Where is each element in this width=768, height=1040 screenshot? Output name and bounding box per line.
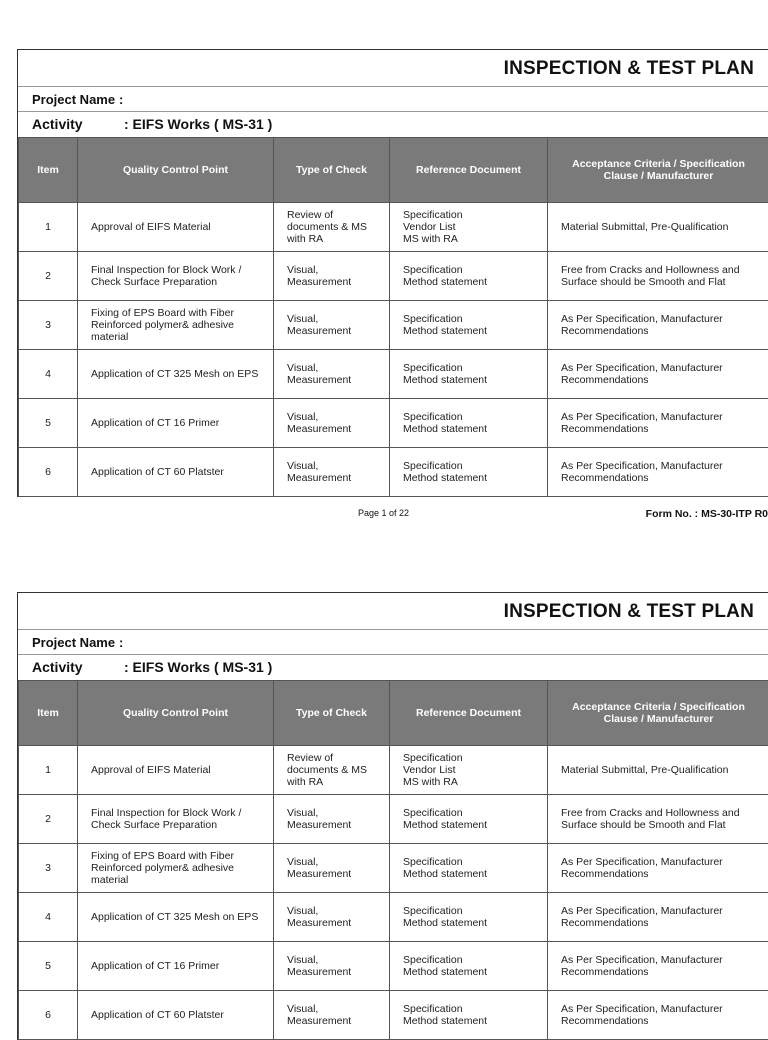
cell-quality-control-point: Final Inspection for Block Work / Check Surface Preparation <box>78 252 274 301</box>
cell-reference-document: Specification Method statement <box>390 795 548 844</box>
cell-reference-document: Specification Method statement <box>390 350 548 399</box>
title-row <box>18 50 768 87</box>
cell-quality-control-point: Application of CT 325 Mesh on EPS <box>78 350 274 399</box>
project-label: Project Name <box>32 635 115 650</box>
cell-type-of-check: Visual, Measurement <box>274 448 390 497</box>
activity-row <box>18 112 768 137</box>
cell-type-of-check: Visual, Measurement <box>274 942 390 991</box>
table-row <box>19 350 768 399</box>
cell-type-of-check: Visual, Measurement <box>274 795 390 844</box>
table-body <box>19 746 768 1040</box>
cell-reference-document: Specification Method statement <box>390 991 548 1040</box>
itp-page-1 <box>17 49 768 527</box>
cell-reference-document: Specification Method statement <box>390 448 548 497</box>
cell-acceptance-criteria: As Per Specification, Manufacturer Recommendations <box>548 991 768 1040</box>
table-row <box>19 991 768 1040</box>
page-title: INSPECTION & TEST PLAN <box>504 58 754 80</box>
cell-item: 4 <box>19 893 78 942</box>
cell-acceptance-criteria: As Per Specification, Manufacturer Recommendations <box>548 893 768 942</box>
cell-quality-control-point: Approval of EIFS Material <box>78 746 274 795</box>
itp-table <box>18 137 768 497</box>
project-colon: : <box>119 92 123 107</box>
cell-item: 6 <box>19 991 78 1040</box>
cell-acceptance-criteria: Free from Cracks and Hollowness and Surface should be Smooth and Flat <box>548 252 768 301</box>
cell-item: 2 <box>19 795 78 844</box>
cell-item: 4 <box>19 350 78 399</box>
col-header-qcp: Quality Control Point <box>78 681 274 746</box>
cell-type-of-check: Visual, Measurement <box>274 844 390 893</box>
cell-acceptance-criteria: As Per Specification, Manufacturer Recommendations <box>548 448 768 497</box>
cell-reference-document: Specification Method statement <box>390 942 548 991</box>
cell-type-of-check: Review of documents & MS with RA <box>274 203 390 252</box>
activity-label: Activity <box>32 659 83 675</box>
project-colon: : <box>119 635 123 650</box>
cell-acceptance-criteria: As Per Specification, Manufacturer Recommendations <box>548 844 768 893</box>
cell-quality-control-point: Application of CT 325 Mesh on EPS <box>78 893 274 942</box>
table-row <box>19 252 768 301</box>
cell-type-of-check: Review of documents & MS with RA <box>274 746 390 795</box>
cell-quality-control-point: Application of CT 60 Platster <box>78 448 274 497</box>
itp-page-2 <box>17 592 768 1040</box>
project-row <box>18 630 768 655</box>
page-number: Page 1 of 22 <box>358 508 409 518</box>
page-footer <box>17 507 768 527</box>
table-header-row <box>19 138 768 203</box>
cell-type-of-check: Visual, Measurement <box>274 893 390 942</box>
table-row <box>19 448 768 497</box>
project-label: Project Name <box>32 92 115 107</box>
cell-quality-control-point: Final Inspection for Block Work / Check Surface Preparation <box>78 795 274 844</box>
cell-type-of-check: Visual, Measurement <box>274 301 390 350</box>
cell-reference-document: Specification Method statement <box>390 301 548 350</box>
table-row <box>19 746 768 795</box>
title-row <box>18 593 768 630</box>
cell-acceptance-criteria: As Per Specification, Manufacturer Recommendations <box>548 942 768 991</box>
col-header-criteria: Acceptance Criteria / Specification Clause / Manufacturer <box>548 138 768 203</box>
cell-reference-document: Specification Method statement <box>390 844 548 893</box>
cell-item: 2 <box>19 252 78 301</box>
cell-item: 5 <box>19 942 78 991</box>
cell-quality-control-point: Application of CT 16 Primer <box>78 942 274 991</box>
table-row <box>19 844 768 893</box>
table-header-row <box>19 681 768 746</box>
cell-reference-document: Specification Method statement <box>390 399 548 448</box>
table-row <box>19 203 768 252</box>
cell-type-of-check: Visual, Measurement <box>274 252 390 301</box>
cell-quality-control-point: Application of CT 60 Platster <box>78 991 274 1040</box>
cell-quality-control-point: Application of CT 16 Primer <box>78 399 274 448</box>
activity-value: : EIFS Works ( MS-31 ) <box>124 116 272 132</box>
cell-reference-document: Specification Vendor List MS with RA <box>390 746 548 795</box>
cell-item: 5 <box>19 399 78 448</box>
cell-acceptance-criteria: Free from Cracks and Hollowness and Surface should be Smooth and Flat <box>548 795 768 844</box>
cell-type-of-check: Visual, Measurement <box>274 399 390 448</box>
table-row <box>19 301 768 350</box>
page-title: INSPECTION & TEST PLAN <box>504 601 754 623</box>
cell-quality-control-point: Fixing of EPS Board with Fiber Reinforced polymer& adhesive material <box>78 301 274 350</box>
cell-item: 3 <box>19 301 78 350</box>
col-header-qcp: Quality Control Point <box>78 138 274 203</box>
cell-type-of-check: Visual, Measurement <box>274 991 390 1040</box>
project-row <box>18 87 768 112</box>
cell-type-of-check: Visual, Measurement <box>274 350 390 399</box>
cell-item: 1 <box>19 203 78 252</box>
cell-acceptance-criteria: As Per Specification, Manufacturer Recommendations <box>548 350 768 399</box>
col-header-criteria: Acceptance Criteria / Specification Clause / Manufacturer <box>548 681 768 746</box>
col-header-ref: Reference Document <box>390 138 548 203</box>
table-row <box>19 942 768 991</box>
col-header-item: Item <box>19 681 78 746</box>
table-row <box>19 893 768 942</box>
itp-frame <box>17 49 768 497</box>
table-row <box>19 399 768 448</box>
cell-reference-document: Specification Method statement <box>390 893 548 942</box>
cell-quality-control-point: Fixing of EPS Board with Fiber Reinforced polymer& adhesive material <box>78 844 274 893</box>
table-row <box>19 795 768 844</box>
col-header-item: Item <box>19 138 78 203</box>
activity-label: Activity <box>32 116 83 132</box>
col-header-check: Type of Check <box>274 138 390 203</box>
col-header-ref: Reference Document <box>390 681 548 746</box>
cell-acceptance-criteria: Material Submittal, Pre-Qualification <box>548 746 768 795</box>
activity-value: : EIFS Works ( MS-31 ) <box>124 659 272 675</box>
col-header-check: Type of Check <box>274 681 390 746</box>
itp-table <box>18 680 768 1040</box>
cell-acceptance-criteria: As Per Specification, Manufacturer Recommendations <box>548 399 768 448</box>
cell-item: 6 <box>19 448 78 497</box>
form-number: Form No. : MS-30-ITP R0 <box>646 508 768 520</box>
cell-item: 1 <box>19 746 78 795</box>
table-body <box>19 203 768 497</box>
cell-reference-document: Specification Vendor List MS with RA <box>390 203 548 252</box>
cell-quality-control-point: Approval of EIFS Material <box>78 203 274 252</box>
cell-item: 3 <box>19 844 78 893</box>
cell-reference-document: Specification Method statement <box>390 252 548 301</box>
cell-acceptance-criteria: Material Submittal, Pre-Qualification <box>548 203 768 252</box>
cell-acceptance-criteria: As Per Specification, Manufacturer Recommendations <box>548 301 768 350</box>
itp-frame <box>17 592 768 1040</box>
activity-row <box>18 655 768 680</box>
